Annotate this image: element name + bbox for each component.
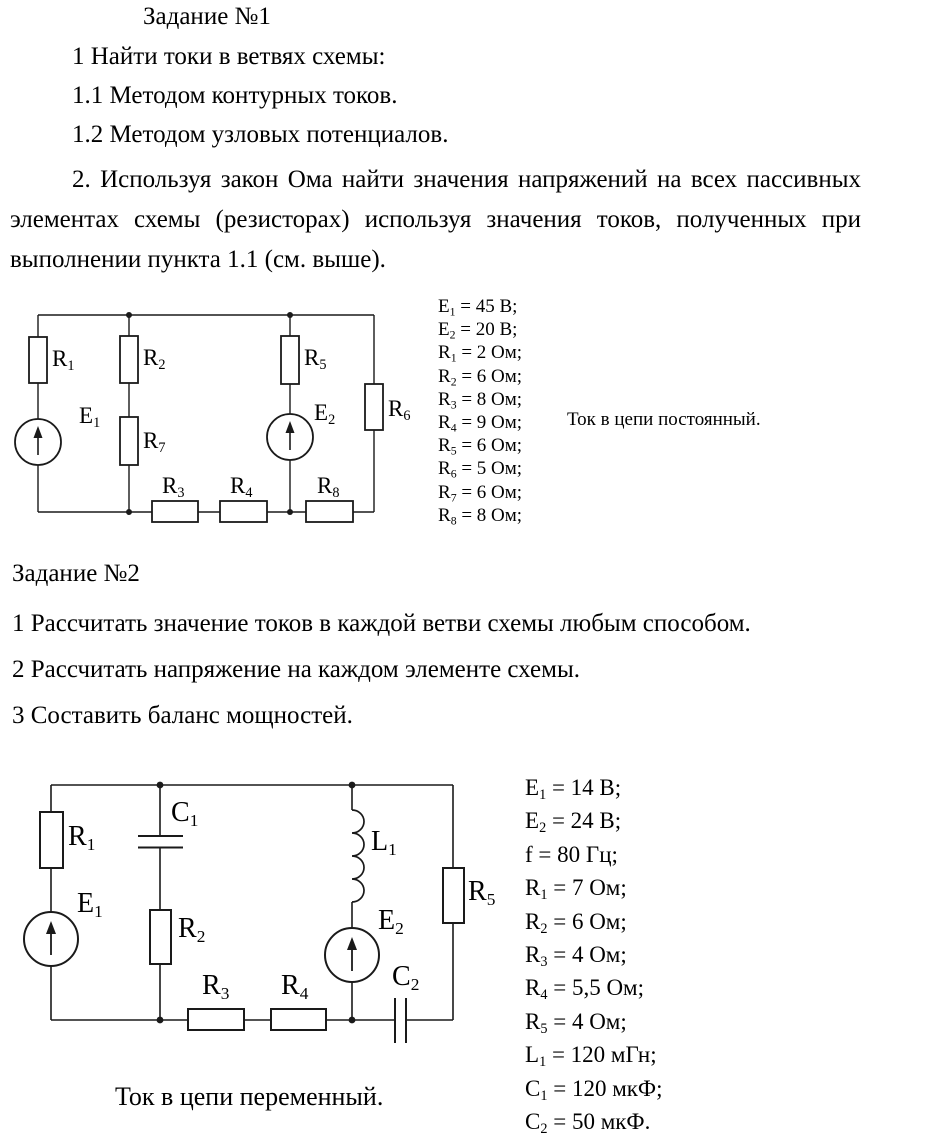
resistor-R1-box	[40, 812, 63, 868]
value-line: $E_1 = 14$ В;	[525, 775, 622, 803]
c2-label-R3: $R_3$	[202, 970, 230, 1003]
c1-label-R4: $R_4$	[230, 473, 253, 501]
resistor-R4-box	[220, 501, 267, 522]
task1-item-1-1: 1.1 Методом контурных токов.	[72, 82, 398, 109]
value-line: $E_2 = 24$ В;	[525, 808, 622, 837]
c1-label-R3: $R_3$	[162, 473, 185, 501]
inductor-L1	[352, 810, 364, 902]
value-line: $C_1 = 120$ мкФ;	[525, 1075, 663, 1104]
resistor-R6-box	[365, 384, 383, 430]
junction-dot	[126, 312, 132, 318]
resistor-R2-box	[120, 336, 138, 383]
value-line: $R_4 = 5,5$ Ом;	[525, 975, 644, 1004]
resistor-R3-box	[152, 501, 198, 522]
task1-item-1: 1 Найти токи в ветвях схемы:	[72, 43, 386, 70]
junction-dot	[126, 509, 132, 515]
value-line: $R_2 = 6$ Ом;	[438, 365, 523, 388]
c1-label-R5: $R_5$	[304, 345, 327, 373]
task2-title: Задание №2	[12, 560, 140, 587]
c2-label-E2: $E_2$	[378, 905, 404, 938]
task2-item-1: 1 Рассчитать значение токов в каждой ветви схемы любым способом.	[12, 610, 751, 637]
value-line: $R_5 = 4$ Ом;	[525, 1008, 627, 1037]
c1-label-R8: $R_8$	[317, 473, 340, 501]
resistor-R5-box	[281, 336, 299, 384]
junction-dot	[287, 312, 293, 318]
c2-label-R1: $R_1$	[68, 821, 96, 854]
value-line: $C_2 = 50$ мкФ.	[525, 1109, 651, 1138]
junction-dot	[349, 782, 356, 789]
resistor-R3-box	[188, 1009, 244, 1030]
c2-label-R4: $R_4$	[281, 970, 309, 1003]
value-line: $R_8 = 8$ Ом;	[438, 504, 523, 528]
junction-dot	[287, 509, 293, 515]
value-line: $R_4 = 9$ Ом;	[438, 412, 523, 435]
junction-dot	[157, 782, 164, 789]
value-line: $R_3 = 4$ Ом;	[525, 942, 627, 971]
c1-label-R6: $R_6$	[388, 396, 411, 424]
values-list-2	[525, 771, 662, 1138]
value-line: $E_1 = 45$ В;	[438, 296, 518, 319]
junction-dot	[157, 1017, 164, 1024]
value-line: $E_2 = 20$ В;	[438, 319, 518, 342]
task1-item-1-2: 1.2 Методом узловых потенциалов.	[72, 121, 449, 148]
c1-label-R2: $R_2$	[143, 345, 166, 373]
capacitor-C2	[395, 998, 406, 1043]
value-line: $R_1 = 2$ Ом;	[438, 342, 523, 365]
c2-label-C2: $C_2$	[392, 961, 420, 994]
task1-title: Задание №1	[143, 3, 271, 30]
dc-note: Ток в цепи постоянный.	[567, 409, 761, 430]
c2-label-R2: $R_2$	[178, 913, 206, 946]
c2-label-C1: $C_1$	[171, 797, 199, 830]
c2-label-R5: $R_5$	[468, 876, 496, 909]
capacitor-C1	[138, 836, 183, 848]
value-line: f = 80 Гц;	[525, 841, 618, 867]
resistor-R5-box	[443, 868, 464, 923]
c2-label-L1: $L_1$	[371, 826, 397, 859]
resistor-R8-box	[306, 501, 353, 522]
task1-item-2: 2. Используя закон Ома найти значения напряжений на всех пассивных элементах схемы (резисторах) используя значения токов, полученных при выполнении пункта 1.1 (см. выше).	[10, 166, 861, 273]
value-line: $L_1 = 120$ мГн;	[525, 1042, 657, 1071]
c1-label-E2: $E_2$	[314, 400, 336, 428]
c1-label-E1: $E_1$	[79, 403, 101, 431]
c2-label-E1: $E_1$	[77, 888, 103, 921]
task2-item-2: 2 Рассчитать напряжение на каждом элементе схемы.	[12, 656, 581, 683]
resistor-R1-box	[29, 337, 47, 383]
value-line: $R_1 = 7$ Ом;	[525, 875, 627, 904]
value-line: $R_2 = 6$ Ом;	[525, 908, 627, 937]
resistor-R4-box	[271, 1009, 326, 1030]
junction-dot	[349, 1017, 356, 1024]
ac-caption: Ток в цепи переменный.	[115, 1082, 384, 1111]
value-line: $R_5 = 6$ Ом;	[438, 435, 523, 458]
resistor-R7-box	[120, 417, 138, 465]
resistor-R2-box	[150, 910, 171, 964]
c1-label-R1: $R_1$	[52, 346, 75, 374]
values-list-1	[438, 295, 522, 527]
value-line: $R_3 = 8$ Ом;	[438, 388, 523, 412]
value-line: $R_7 = 6$ Ом;	[438, 481, 523, 504]
task2-item-3: 3 Составить баланс мощностей.	[12, 702, 353, 729]
c1-label-R7: $R_7$	[143, 428, 166, 456]
value-line: $R_6 = 5$ Ом;	[438, 458, 523, 481]
